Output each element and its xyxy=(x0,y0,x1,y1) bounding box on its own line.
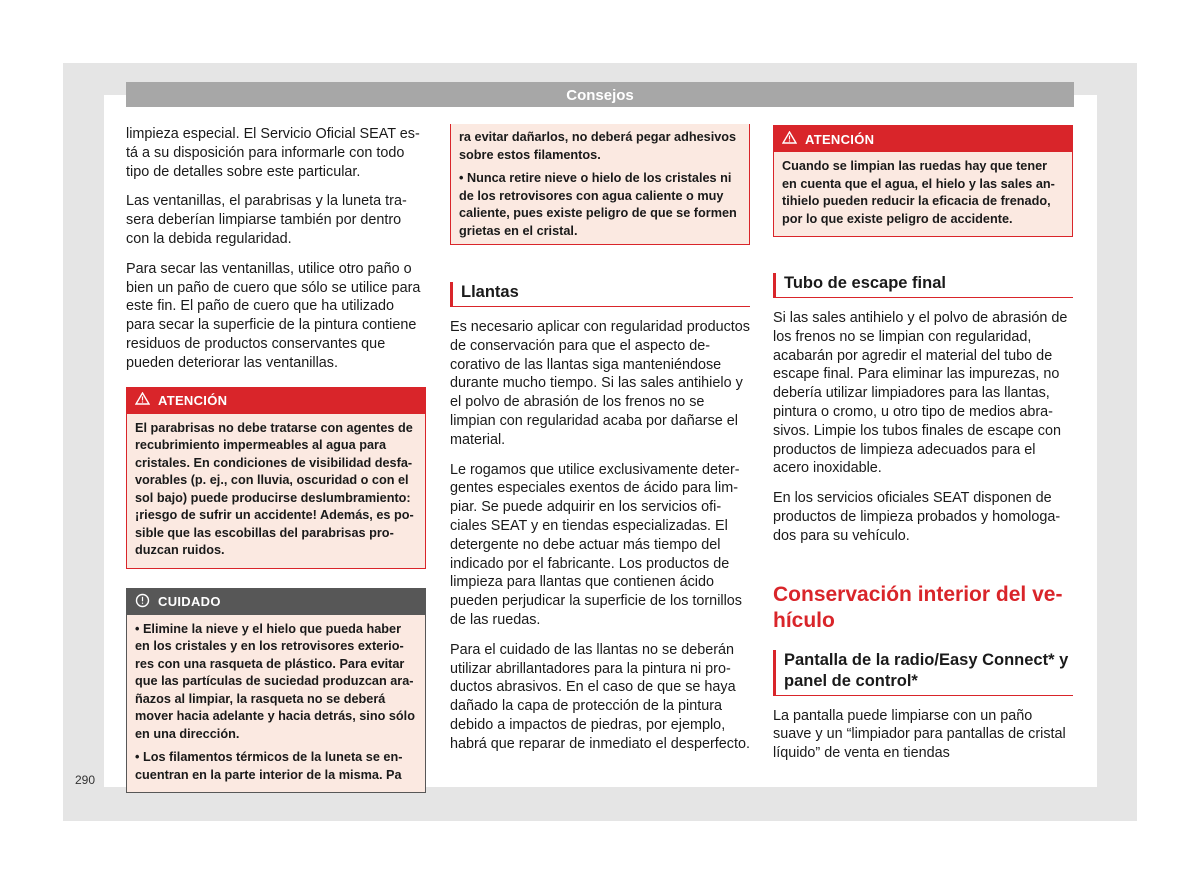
paragraph: En los servicios oficiales SEAT disponen de productos de limpieza probados y homologados para su vehículo. xyxy=(773,490,1061,544)
paragraph: limpieza especial. El Servicio Oficial SEAT está a su disposición para informarle con todo tipo de detalles sobre este particular. xyxy=(126,126,420,180)
warning-triangle-icon xyxy=(135,387,150,414)
paragraph: La pantalla puede limpiarse con un paño suave y un “limpiador para pantallas de cristal líquido” de venta en tiendas xyxy=(773,707,1066,762)
paragraph: Es necesario aplicar con regularidad productos de conservación para que el aspecto decorativo de las llantas siga manteniéndose durante mucho tiempo. Si las sales antihielo y el polvo de abrasión de los frenos no se limpian con regularidad acaba por dañarse el material. xyxy=(450,319,750,448)
caution-item: • Los filamentos térmicos de la luneta se encuentran en la parte interior de la misma. Pa xyxy=(135,750,403,782)
paragraph: Para el cuidado de las llantas no se deberán utilizar abrillantadores para la pintura ni productos abrasivos. En el caso de que se haya dañado la capa de protección de la pintura debido a impactos de piedras, por ejemplo, habrá que reparar de inmediato el desperfecto. xyxy=(450,641,750,752)
caution-header xyxy=(127,589,425,615)
warning-text: El parabrisas no debe tratarse con agentes de recubrimiento impermeables al agua para cristales. En condiciones de visibilidad desfavorables (p. ej., con lluvia, oscuridad o con el sol bajo) puede producirse deslumbramiento: ¡riesgo de sufrir un accidente! Además, es posible que las escobillas del parabrisas produzcan ruidos. xyxy=(135,420,414,558)
warning-label: ATENCIÓN xyxy=(158,393,228,409)
section-header: Consejos xyxy=(126,82,1074,107)
caution-item: • Nunca retire nieve o hielo de los cristales ni de los retrovisores con agua caliente o muy caliente, pues existe peligro de que se formen grietas en el cristal. xyxy=(459,171,737,238)
warning-box xyxy=(126,387,426,569)
page-number: 290 xyxy=(75,773,96,787)
warning-box xyxy=(773,125,1073,237)
section-title-tubo-escape: Tubo de escape final xyxy=(773,273,1073,298)
column-2 xyxy=(450,124,750,765)
paragraph: Las ventanillas, el parabrisas y la luneta trasera deberían limpiarse también por dentro con la debida regularidad. xyxy=(126,193,407,247)
section-title-llantas: Llantas xyxy=(450,282,750,307)
warning-triangle-icon xyxy=(782,126,797,153)
caution-body xyxy=(127,615,425,793)
caution-item: • Elimine la nieve y el hielo que pueda haber en los cristales y en los retrovisores exteriores con una rasqueta de plástico. Para evitar que las partículas de suciedad produzcan arañazos al limpiar, la rasqueta no se deberá mover hacia adelante y hacia detrás, sino sólo en una dirección. xyxy=(135,621,415,741)
caution-label: CUIDADO xyxy=(158,594,221,610)
warning-header xyxy=(774,126,1072,152)
column-3 xyxy=(773,125,1073,774)
paragraph: Para secar las ventanillas, utilice otro paño o bien un paño de cuero que sólo se utilice para este fin. El paño de cuero que ha utilizado para secar la superficie de la pintura contiene residuos de productos conservantes que pueden deteriorar las ventanillas. xyxy=(126,260,421,371)
warning-label: ATENCIÓN xyxy=(805,131,875,147)
column-1 xyxy=(126,125,426,793)
caution-box xyxy=(126,588,426,794)
paragraph: Si las sales antihielo y el polvo de abrasión de los frenos no se limpian con regularidad, acabarán por agredir el material del tubo de escape final. Para eliminar las impurezas, no debería utilizar limpiadores para las llantas, pintura o cromo, u otro tipo de medios abrasivos. Limpie los tubos finales de escape con productos de limpieza adecuados para el acero inoxidable. xyxy=(773,310,1068,477)
info-circle-icon xyxy=(135,593,150,611)
caution-continued-box xyxy=(450,124,750,245)
warning-header xyxy=(127,388,425,414)
subsection-title: Pantalla de la radio/Easy Connect* y panel de control* xyxy=(773,650,1073,696)
chapter-title: Conservación interior del vehículo xyxy=(773,582,1063,632)
caution-item: ra evitar dañarlos, no deberá pegar adhesivos sobre estos filamentos. xyxy=(459,130,737,162)
warning-text: Cuando se limpian las ruedas hay que tener en cuenta que el agua, el hielo y las sales antihielo pueden reducir la eficacia de frenado, por lo que existe peligro de accidente. xyxy=(782,159,1055,226)
paragraph: Le rogamos que utilice exclusivamente detergentes especiales exentos de ácido para limpiar. Se puede adquirir en los servicios oficiales SEAT y en tiendas especializadas. El detergente no debe actuar más tiempo del indicado por el fabricante. Los productos de limpieza para llantas que contienen ácido pueden perjudicar la superficie de los tornillos de las ruedas. xyxy=(450,461,742,628)
